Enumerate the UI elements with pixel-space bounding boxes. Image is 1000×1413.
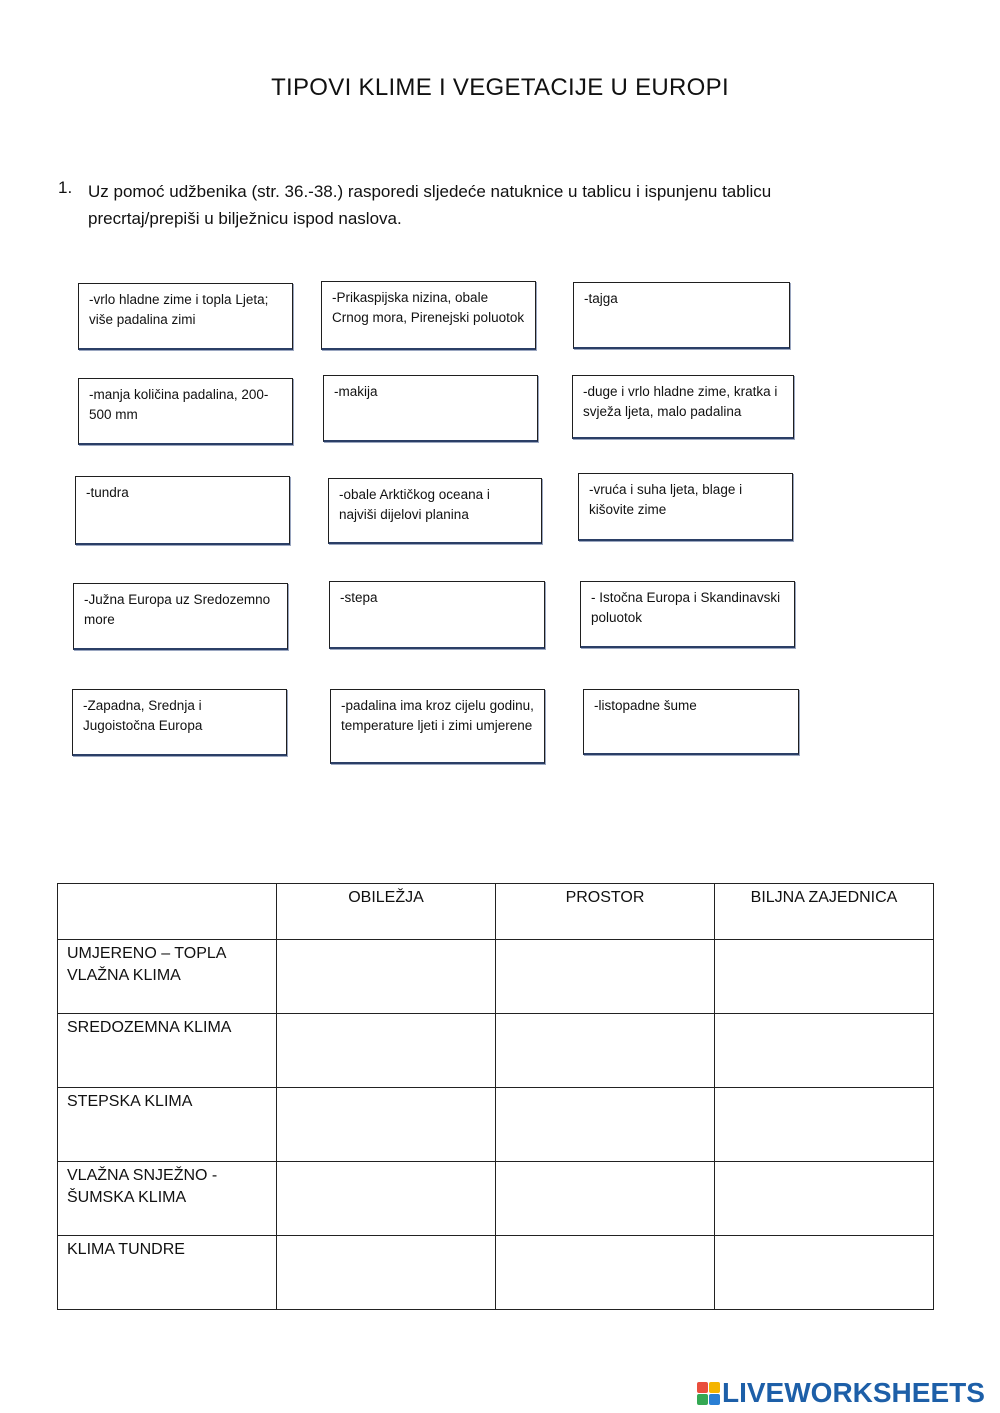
answer-card[interactable]: -tundra xyxy=(75,476,290,545)
table-header-row xyxy=(58,884,934,940)
answer-card[interactable]: -Južna Europa uz Sredozemno more xyxy=(73,583,288,650)
answer-card[interactable]: -manja količina padalina, 200-500 mm xyxy=(78,378,293,445)
logo-square-blue xyxy=(709,1394,720,1405)
table-row xyxy=(58,1014,934,1088)
drop-cell[interactable] xyxy=(277,1088,496,1162)
climate-table xyxy=(57,883,934,1310)
answer-card[interactable]: -stepa xyxy=(329,581,545,649)
answer-card[interactable]: -padalina ima kroz cijelu godinu, temperature ljeti i zimi umjerene xyxy=(330,689,545,764)
drop-cell[interactable] xyxy=(496,1162,715,1236)
answer-card[interactable]: -Prikaspijska nizina, obale Crnog mora, Pirenejski poluotok xyxy=(321,281,536,350)
task-number: 1. xyxy=(58,178,73,197)
drop-cell[interactable] xyxy=(496,1088,715,1162)
logo-square-red xyxy=(697,1382,708,1393)
row-label: STEPSKA KLIMA xyxy=(58,1088,277,1162)
drop-cell[interactable] xyxy=(496,1236,715,1310)
table-row xyxy=(58,1162,934,1236)
drop-cell[interactable] xyxy=(715,1236,934,1310)
table-row xyxy=(58,1088,934,1162)
liveworksheets-logo-icon xyxy=(697,1382,720,1405)
answer-card[interactable]: -vrlo hladne zime i topla Ljeta; više padalina zimi xyxy=(78,283,293,350)
header-biljna-zajednica: BILJNA ZAJEDNICA xyxy=(715,884,934,940)
header-prostor: PROSTOR xyxy=(496,884,715,940)
answer-card[interactable]: - Istočna Europa i Skandinavski poluotok xyxy=(580,581,795,648)
answer-card[interactable]: -listopadne šume xyxy=(583,689,799,755)
answer-card[interactable]: -tajga xyxy=(573,282,790,349)
page-title: TIPOVI KLIME I VEGETACIJE U EUROPI xyxy=(271,74,729,101)
answer-card[interactable]: -duge i vrlo hladne zime, kratka i svježa ljeta, malo padalina xyxy=(572,375,794,439)
table-row xyxy=(58,940,934,1014)
drop-cell[interactable] xyxy=(715,1014,934,1088)
row-label: UMJERENO – TOPLA VLAŽNA KLIMA xyxy=(58,940,277,1014)
logo-square-green xyxy=(697,1394,708,1405)
row-label: KLIMA TUNDRE xyxy=(58,1236,277,1310)
answer-card[interactable]: -obale Arktičkog oceana i najviši dijelovi planina xyxy=(328,478,542,544)
drop-cell[interactable] xyxy=(277,940,496,1014)
drop-cell[interactable] xyxy=(277,1236,496,1310)
drop-cell[interactable] xyxy=(496,940,715,1014)
drop-cell[interactable] xyxy=(715,940,934,1014)
table-row xyxy=(58,1236,934,1310)
logo-square-yellow xyxy=(709,1382,720,1393)
drop-cell[interactable] xyxy=(277,1014,496,1088)
drop-cell[interactable] xyxy=(715,1162,934,1236)
header-corner xyxy=(58,884,277,940)
drop-cell[interactable] xyxy=(277,1162,496,1236)
answer-card[interactable]: -makija xyxy=(323,375,538,442)
header-obiljezja: OBILEŽJA xyxy=(277,884,496,940)
logo-text: LIVEWORKSHEETS xyxy=(722,1377,985,1408)
drop-cell[interactable] xyxy=(496,1014,715,1088)
row-label: SREDOZEMNA KLIMA xyxy=(58,1014,277,1088)
row-label: VLAŽNA SNJEŽNO - ŠUMSKA KLIMA xyxy=(58,1162,277,1236)
task-instructions: Uz pomoć udžbenika (str. 36.-38.) rasporedi sljedeće natuknice u tablicu i ispunjenu tablicu precrtaj/prepiši u bilježnicu ispod naslova. xyxy=(88,182,772,228)
answer-card[interactable]: -Zapadna, Srednja i Jugoistočna Europa xyxy=(72,689,287,756)
drop-cell[interactable] xyxy=(715,1088,934,1162)
liveworksheets-logo xyxy=(697,1376,997,1410)
answer-card[interactable]: -vruća i suha ljeta, blage i kišovite zime xyxy=(578,473,793,541)
